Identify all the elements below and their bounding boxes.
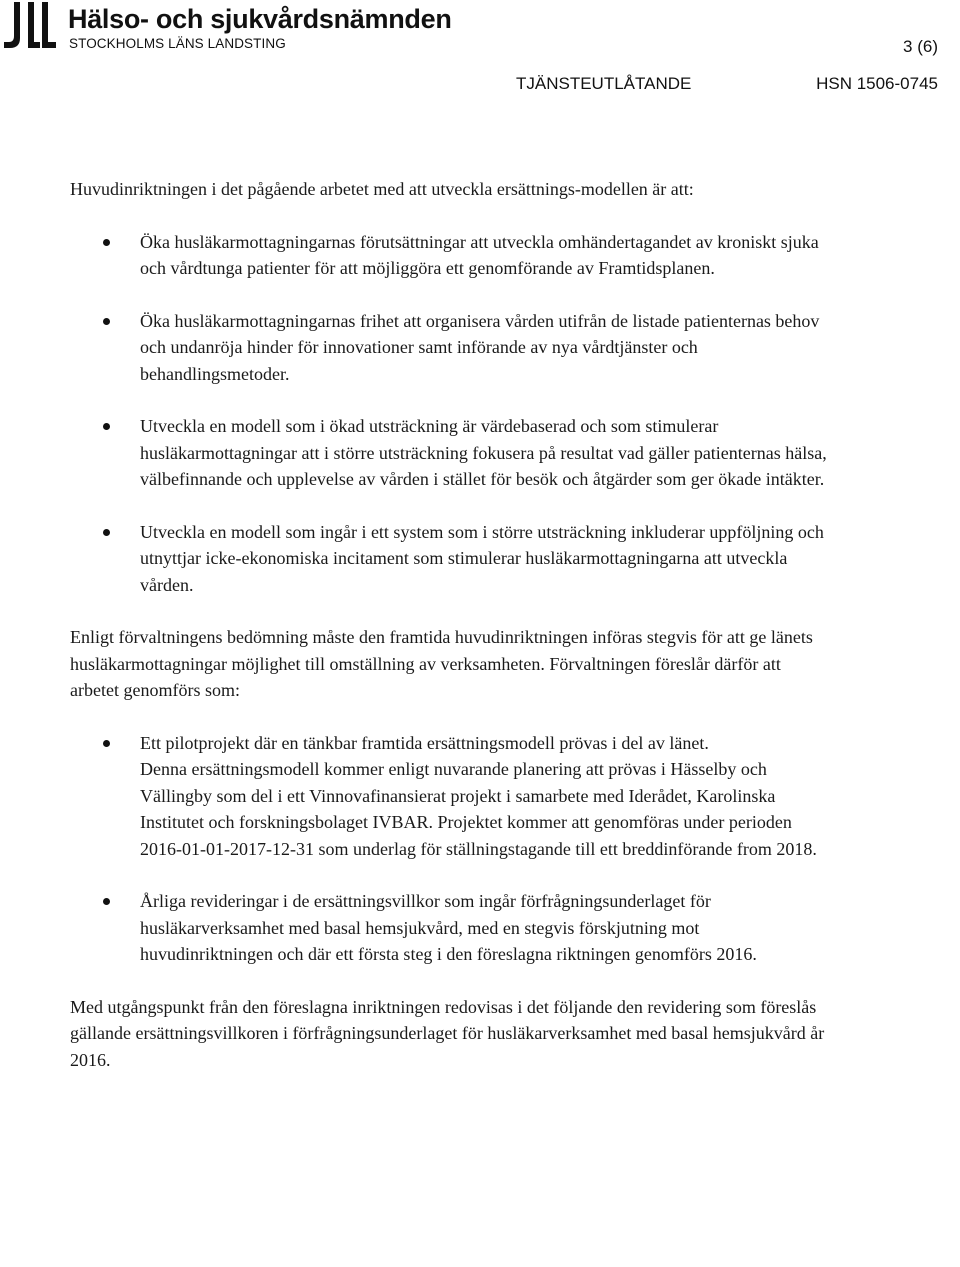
list-item — [70, 229, 830, 282]
list-item — [70, 413, 830, 493]
bullet-icon — [103, 423, 110, 430]
closing-paragraph: Med utgångspunkt från den föreslagna inriktningen redovisas i det följande den revidering som föreslås gällande ersättningsvillkoren i förfrågningsunderlaget för husläkarverksamhet med basal hemsjukvård år 2016. — [70, 996, 825, 1070]
list-item-text: Öka husläkarmottagningarnas förutsättningar att utveckla omhändertagandet av kroniskt sjuka och vårdtunga patienter för att möjliggöra ett genomförande av Framtidsplanen. — [140, 231, 819, 278]
bullet-icon — [103, 239, 110, 246]
list-item — [70, 308, 830, 388]
sll-logo-icon — [4, 2, 60, 50]
list-item-text: Utveckla en modell som ingår i ett system som i större utsträckning inkluderar uppföljning och utnyttjar icke-ekonomiska incitament som stimulerar husläkarmottagningarna att utveckla vården. — [140, 521, 824, 595]
list-item-text: Årliga revideringar i de ersättningsvillkor som ingår förfrågningsunderlaget för husläkarverksamhet med basal hemsjukvård, med en stegvis förskjutning mot huvudinriktningen och där ett första steg i den föreslagna riktningen genomförs 2016. — [140, 891, 757, 964]
list-item-text: Utveckla en modell som i ökad utsträckning är värdebaserad och som stimulerar husläkarmottagningar att i större utsträckning fokusera på resultat vad gäller patienternas hälsa, välbefinnande och upplevelse av vården i stället för besök och åtgärder som ger ökade intäkter. — [140, 416, 827, 489]
bullet-icon — [103, 318, 110, 325]
page-number: 3 (6) — [903, 37, 938, 56]
document-id: HSN 1506-0745 — [816, 74, 938, 93]
bullet-icon — [103, 740, 110, 747]
org-name: Hälso- och sjukvårdsnämnden — [68, 4, 452, 34]
goals-list — [70, 229, 830, 599]
list-item-text: Öka husläkarmottagningarnas frihet att organisera vården utifrån de listade patienternas behov och undanröja hinder för innovationer samt införande av nya vårdtjänster och behandlingsmetoder. — [140, 310, 820, 384]
org-subtitle: STOCKHOLMS LÄNS LANDSTING — [69, 36, 286, 51]
list-item-detail: Denna ersättningsmodell kommer enligt nuvarande planering att prövas i Hässelby och Vällingby som del i ett Vinnovafinansierat projekt i samarbete med Iderådet, Karolinska Institutet och forskningsbolaget IVBAR. Projektet kommer att genomföras under perioden 2016-01-01-2017-12-31 som underlag för ställningstagande till ett breddinförande from 2018. — [140, 759, 817, 859]
bullet-icon — [103, 529, 110, 536]
list-item — [70, 888, 830, 968]
implementation-list — [70, 730, 830, 968]
document-body — [70, 176, 830, 1073]
bullet-icon — [103, 898, 110, 905]
list-item — [70, 519, 830, 599]
list-item — [70, 730, 830, 863]
list-item-text: Ett pilotprojekt där en tänkbar framtida ersättningsmodell prövas i del av länet. — [140, 732, 709, 753]
intro-paragraph: Huvudinriktningen i det pågående arbetet med att utveckla ersättnings-modellen är att: — [70, 179, 694, 199]
assessment-paragraph: Enligt förvaltningens bedömning måste den framtida huvudinriktningen införas stegvis för att ge länets husläkarmottagningar möjlighet till omställning av verksamheten. Förvaltningen föreslår därför att arbetet genomförs som: — [70, 627, 813, 700]
document-type: TJÄNSTEUTLÅTANDE — [516, 74, 692, 93]
